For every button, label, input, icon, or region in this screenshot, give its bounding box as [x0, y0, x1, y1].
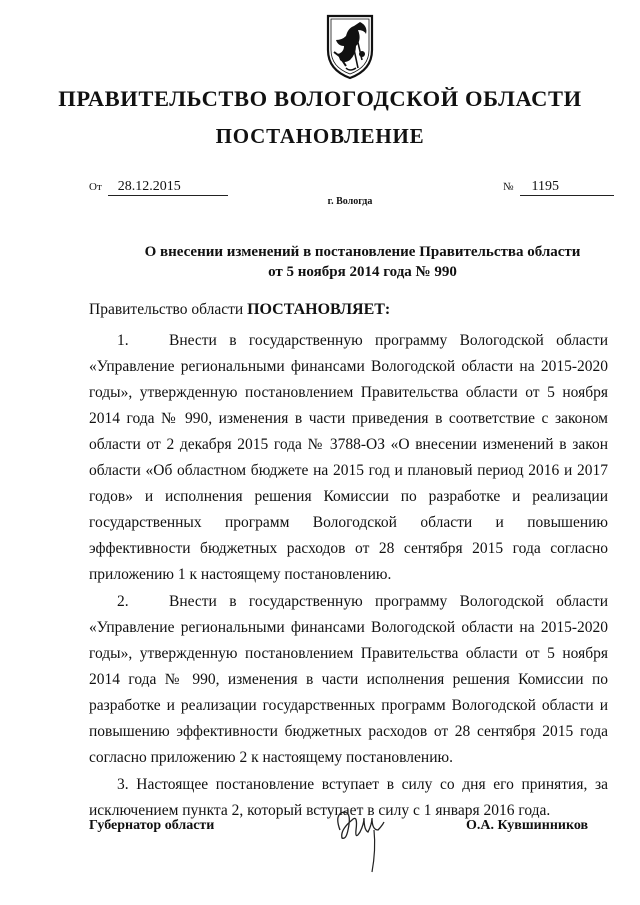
signatory-position: Губернатор области [89, 818, 215, 833]
preamble [89, 297, 608, 323]
handwritten-signature-icon [330, 800, 390, 878]
date-label: От [89, 181, 102, 193]
number-value: 1195 [520, 180, 614, 196]
number-label: № [503, 181, 514, 193]
subject-line-1: О внесении изменений в постановление Правительства области [144, 244, 581, 260]
resolution-item [89, 328, 608, 588]
organization-title: ПРАВИТЕЛЬСТВО ВОЛОГОДСКОЙ ОБЛАСТИ [58, 86, 582, 111]
preamble-text: Правительство области [89, 301, 248, 318]
city-label: г. Вологда [327, 196, 373, 207]
document-date [89, 178, 228, 196]
preamble-keyword: ПОСТАНОВЛЯЕТ: [247, 301, 391, 318]
document-number [503, 178, 614, 196]
subject-line-2: от 5 ноября 2014 года № 990 [268, 264, 457, 280]
item-number: 2. [117, 593, 129, 610]
signatory-name: О.А. Кувшинников [466, 818, 589, 833]
document-body [89, 297, 608, 824]
vologda-oblast-coat-of-arms-icon [322, 10, 378, 82]
item-number: 3. [117, 776, 129, 793]
item-text: Внести в государственную программу Вологодской области «Управление региональными финансами Вологодской области на 2015-2020 годы», утвержденную постановлением Правительства области от 5 ноября 2014 года № 990, изменения в части приведения в соответствие с законом области от 2 декабря 2015 года № 3788-ОЗ «О внесении изменений в закон области «Об областном бюджете на 2015 год и плановый период 2016 и 2017 годов» и исполнения решения Комиссии по разработке и реализации государственных программ Вологодской области и повышению эффективности бюджетных расходов от 28 сентября 2015 года согласно приложению 1 к настоящему постановлению. [89, 332, 608, 583]
resolution-item [89, 589, 608, 771]
item-text: Настоящее постановление вступает в силу со дня его принятия, за исключением пункта 2, который вступает в силу с 1 января 2016 года. [89, 776, 608, 819]
item-number: 1. [117, 332, 129, 349]
date-value: 28.12.2015 [108, 180, 228, 196]
item-text: Внести в государственную программу Вологодской области «Управление региональными финансами Вологодской области на 2015-2020 годы», утвержденную постановлением Правительства области от 5 ноября 2014 года № 990, изменения в части исполнения решения Комиссии по разработке и реализации государственных программ Вологодской области и повышению эффективности бюджетных расходов от 28 сентября 2015 года согласно приложению 2 к настоящему постановлению. [89, 593, 608, 766]
document-subject [90, 242, 635, 282]
document-type-title: ПОСТАНОВЛЕНИЕ [215, 124, 425, 148]
